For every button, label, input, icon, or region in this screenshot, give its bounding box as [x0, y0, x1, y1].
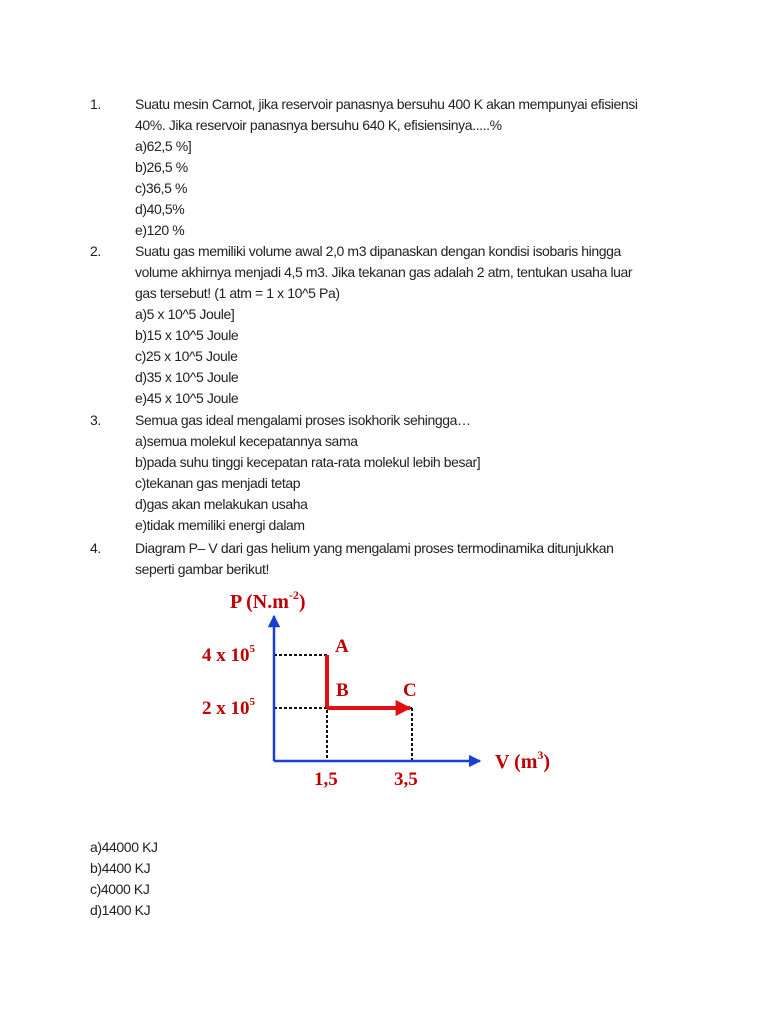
question-body: [135, 538, 675, 580]
option-e: e)120 %: [135, 222, 185, 238]
x-tick-3-5: 3,5: [394, 769, 418, 790]
y-axis-label-text: P (N.m: [230, 591, 289, 613]
x-axis-label-text: V (m: [495, 751, 538, 773]
question-body: [135, 241, 675, 409]
question-text: 40%. Jika reservoir panasnya bersuhu 640 K, efisiensinya.....%: [135, 117, 502, 133]
point-b-label: B: [336, 680, 349, 701]
question-text: volume akhirnya menjadi 4,5 m3. Jika tekanan gas adalah 2 atm, tentukan usaha luar: [135, 264, 633, 280]
option-b: b)26,5 %: [135, 159, 188, 175]
question-text: Semua gas ideal mengalami proses isokhorik sehingga…: [135, 412, 471, 428]
question-text: gas tersebut! (1 atm = 1 x 10^5 Pa): [135, 285, 340, 301]
option-d: d)35 x 10^5 Joule: [135, 369, 239, 385]
question-text: Suatu gas memiliki volume awal 2,0 m3 dipanaskan dengan kondisi isobaris hingga: [135, 243, 621, 259]
question-number: 1.: [90, 96, 101, 112]
option-a: a)44000 KJ: [90, 839, 158, 855]
option-e: e)tidak memiliki energi dalam: [135, 517, 305, 533]
question-text: Suatu mesin Carnot, jika reservoir panasnya bersuhu 400 K akan mempunyai efisiensi: [135, 96, 638, 112]
point-c-label: C: [403, 680, 417, 701]
question-body: [135, 94, 675, 241]
question-text: seperti gambar berikut!: [135, 561, 269, 577]
pv-diagram: [190, 584, 580, 804]
y-tick-2e5-text: 2 x 10: [202, 698, 250, 719]
y-tick-2e5: [202, 696, 256, 719]
y-axis-label-close: ): [298, 591, 306, 613]
x-axis-label-exp: 3: [537, 748, 544, 762]
question-number: 3.: [90, 412, 101, 428]
option-b: b)4400 KJ: [90, 860, 151, 876]
x-axis-label-close: ): [543, 751, 551, 773]
question-number: 4.: [90, 540, 101, 556]
option-c: c)tekanan gas menjadi tetap: [135, 475, 301, 491]
y-tick-4e5: [202, 643, 256, 666]
question-text: Diagram P– V dari gas helium yang mengalami proses termodinamika ditunjukkan: [135, 540, 614, 556]
option-d: d)40,5%: [135, 201, 185, 217]
option-e: e)45 x 10^5 Joule: [135, 390, 239, 406]
option-a: a)5 x 10^5 Joule]: [135, 306, 235, 322]
y-tick-4e5-text: 4 x 10: [202, 645, 250, 666]
question-number: 2.: [90, 243, 101, 259]
y-tick-2e5-exp: 5: [249, 696, 255, 708]
option-a: a)62,5 %]: [135, 138, 192, 154]
option-d: d)1400 KJ: [90, 902, 151, 918]
option-c: c)25 x 10^5 Joule: [135, 348, 238, 364]
question-body: [135, 410, 675, 536]
y-axis-label: [230, 588, 306, 613]
question-4-options: [90, 837, 158, 921]
option-c: c)4000 KJ: [90, 881, 150, 897]
option-b: b)pada suhu tinggi kecepatan rata-rata molekul lebih besar]: [135, 454, 481, 470]
option-b: b)15 x 10^5 Joule: [135, 327, 239, 343]
option-d: d)gas akan melakukan usaha: [135, 496, 308, 512]
x-tick-1-5: 1,5: [314, 769, 338, 790]
point-a-label: A: [335, 636, 349, 657]
option-c: c)36,5 %: [135, 180, 188, 196]
option-a: a)semua molekul kecepatannya sama: [135, 433, 358, 449]
y-tick-4e5-exp: 5: [249, 643, 255, 655]
y-axis-label-exp: -2: [288, 588, 299, 602]
x-axis-label: [495, 748, 550, 773]
